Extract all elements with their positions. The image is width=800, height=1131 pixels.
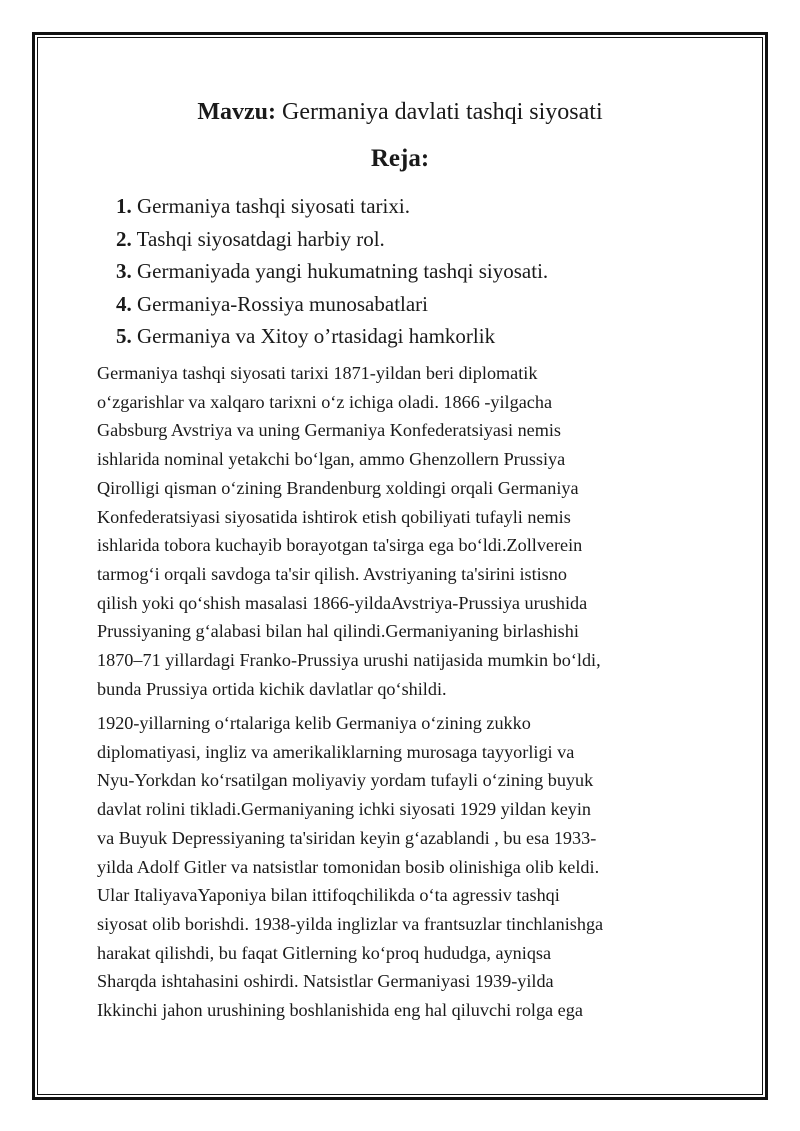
paragraph-line: ishlarida tobora kuchayib borayotgan ta'sirga ega bo‘ldi.Zollverein bbox=[97, 535, 583, 556]
paragraph-line: siyosat olib borishdi. 1938-yilda inglizlar va frantsuzlar tinchlanishga bbox=[97, 913, 604, 934]
paragraph-line: ishlarida nominal yetakchi bo‘lgan, ammo Ghenzollern Prussiya bbox=[97, 449, 566, 470]
paragraph-line: Germaniya tashqi siyosati tarixi 1871-yildan beri diplomatik bbox=[97, 363, 538, 383]
plan-item bbox=[116, 223, 756, 256]
body-paragraph-1 bbox=[97, 359, 707, 703]
plan-item-number: 2. bbox=[116, 226, 132, 251]
paragraph-line: 1920-yillarning o‘rtalariga kelib Germaniya o‘zining zukko bbox=[97, 713, 531, 733]
title-text: Germaniya davlati tashqi siyosati bbox=[282, 99, 603, 125]
plan-item bbox=[116, 190, 756, 223]
paragraph-line: Gabsburg Avstriya va uning Germaniya Konfederatsiyasi nemis bbox=[97, 420, 562, 441]
paragraph-line: qilish yoki qo‘shish masalasi 1866-yildaAvstriya-Prussiya urushida bbox=[97, 592, 588, 613]
paragraph-line: davlat rolini tikladi.Germaniyaning ichki siyosati 1929 yildan keyin bbox=[97, 799, 592, 820]
paragraph-line: yilda Adolf Gitler va natsistlar tomonidan bosib olinishiga olib keldi. bbox=[97, 856, 600, 877]
paragraph-line: Nyu-Yorkdan ko‘rsatilgan moliyaviy yordam tufayli o‘zining buyuk bbox=[97, 770, 594, 791]
body-paragraph-2 bbox=[97, 709, 707, 1025]
paragraph-line: Prussiyaning g‘alabasi bilan hal qilindi.Germaniyaning birlashishi bbox=[97, 621, 579, 642]
plan-item-text: Germaniya va Xitoy o’rtasidagi hamkorlik bbox=[137, 324, 496, 348]
plan-item-number: 1. bbox=[116, 194, 132, 218]
paragraph-line: va Buyuk Depressiyaning ta'siridan keyin g‘azablandi , bu esa 1933- bbox=[97, 827, 597, 848]
title-label: Mavzu: bbox=[197, 99, 277, 125]
plan-item-number: 3. bbox=[116, 259, 132, 283]
paragraph-line: o‘zgarishlar va xalqaro tarixni o‘z ichiga oladi. 1866 -yilgacha bbox=[97, 391, 553, 412]
plan-item-text: Tashqi siyosatdagi harbiy rol. bbox=[136, 226, 385, 251]
paragraph-line: Konfederatsiyasi siyosatida ishtirok etish qobiliyati tufayli nemis bbox=[97, 506, 571, 527]
plan-item bbox=[116, 320, 756, 353]
paragraph-line: Ikkinchi jahon urushining boshlanishida eng hal qiluvchi rolga ega bbox=[97, 1000, 583, 1021]
plan-item-number: 4. bbox=[116, 291, 132, 316]
plan-item-text: Germaniya tashqi siyosati tarixi. bbox=[137, 194, 410, 218]
paragraph-line: Ular ItaliyavaYaponiya bilan ittifoqchilikda o‘ta agressiv tashqi bbox=[97, 885, 560, 906]
paragraph-line: Qirolligi qisman o‘zining Brandenburg xoldingi orqali Germaniya bbox=[97, 477, 579, 498]
plan-item-text: Germaniya-Rossiya munosabatlari bbox=[137, 291, 429, 316]
plan-list bbox=[116, 190, 756, 353]
document-title bbox=[0, 96, 800, 128]
plan-item-number: 5. bbox=[116, 324, 132, 348]
paragraph-line: bunda Prussiya ortida kichik davlatlar qo‘shildi. bbox=[97, 678, 447, 699]
paragraph-line: Sharqda ishtahasini oshirdi. Natsistlar Germaniyasi 1939-yilda bbox=[97, 971, 554, 992]
plan-item-text: Germaniyada yangi hukumatning tashqi siyosati. bbox=[137, 259, 549, 283]
paragraph-line: harakat qilishdi, bu faqat Gitlerning ko‘proq hududga, ayniqsa bbox=[97, 942, 552, 963]
paragraph-line: tarmog‘i orqali savdoga ta'sir qilish. Avstriyaning ta'sirini istisno bbox=[97, 563, 567, 584]
plan-item bbox=[116, 288, 756, 321]
plan-item bbox=[116, 255, 756, 288]
plan-heading: Reja: bbox=[370, 145, 430, 172]
paragraph-line: diplomatiyasi, ingliz va amerikaliklarning murosaga tayyorligi va bbox=[97, 741, 575, 762]
paragraph-line: 1870–71 yillardagi Franko-Prussiya urushi natijasida mumkin bo‘ldi, bbox=[97, 650, 601, 671]
